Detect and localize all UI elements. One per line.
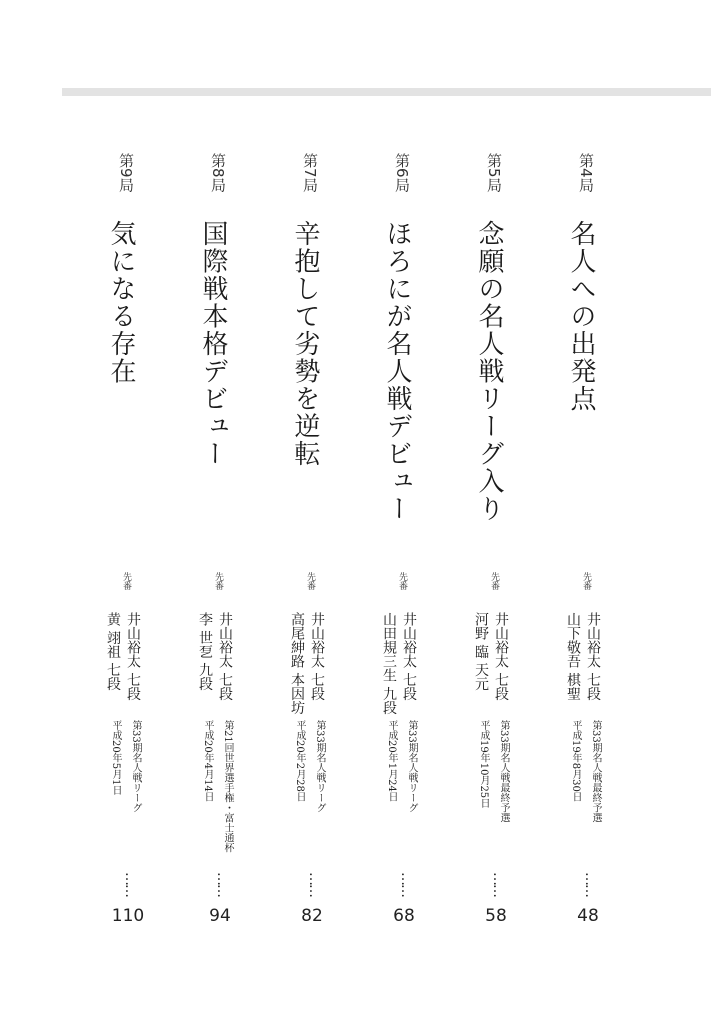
event-name: 第33期名人戦リーグ xyxy=(314,720,325,813)
chapter-title: ほろにが名人戦デビュー xyxy=(382,220,412,523)
player-white: 河野 臨 天元 xyxy=(473,612,489,691)
leader-dots: …… xyxy=(490,872,506,896)
page-number[interactable]: 110 xyxy=(111,906,145,926)
chapter-number: 第8局 xyxy=(209,153,227,193)
game-date: 平成20年1月24日 xyxy=(386,720,397,802)
player-black: 井山裕太 七段 xyxy=(401,612,417,701)
chapter-number: 第6局 xyxy=(393,153,411,193)
player-black: 井山裕太 七段 xyxy=(493,612,509,701)
chapter-number: 第7局 xyxy=(301,153,319,193)
chapter-title: 念願の名人戦リーグ入り xyxy=(474,220,504,523)
player-white: 山下敬吾 棋聖 xyxy=(565,612,581,701)
page-number[interactable]: 48 xyxy=(577,906,599,926)
player-white: 黄 翊祖 七段 xyxy=(105,612,121,691)
first-move-mark: 先番 xyxy=(489,572,499,590)
event-name: 第21回世界選手権・富士通杯 xyxy=(222,720,233,853)
game-date: 平成19年8月30日 xyxy=(570,720,581,802)
chapter-title: 気になる存在 xyxy=(106,220,136,385)
player-black: 井山裕太 七段 xyxy=(125,612,141,701)
page-number[interactable]: 82 xyxy=(301,906,323,926)
chapter-title: 国際戦本格デビュー xyxy=(198,220,228,468)
first-move-mark: 先番 xyxy=(581,572,591,590)
event-name: 第33期名人戦リーグ xyxy=(406,720,417,813)
player-white: 李 世乭 九段 xyxy=(197,612,213,691)
chapter-number: 第4局 xyxy=(577,153,595,193)
leader-dots: …… xyxy=(214,872,230,896)
toc-entry[interactable] xyxy=(381,0,424,1009)
player-black: 井山裕太 七段 xyxy=(309,612,325,701)
toc-entry[interactable] xyxy=(473,0,516,1009)
leader-dots: …… xyxy=(582,872,598,896)
first-move-mark: 先番 xyxy=(305,572,315,590)
first-move-mark: 先番 xyxy=(397,572,407,590)
event-name: 第33期名人戦最終予選 xyxy=(590,720,601,823)
toc-entry[interactable] xyxy=(565,0,608,1009)
player-white: 高尾紳路 本因坊 xyxy=(289,612,305,715)
toc-entry[interactable] xyxy=(105,0,148,1009)
game-date: 平成20年4月14日 xyxy=(202,720,213,802)
toc-entry[interactable] xyxy=(289,0,332,1009)
leader-dots: …… xyxy=(122,872,138,896)
page-number[interactable]: 68 xyxy=(393,906,415,926)
player-black: 井山裕太 七段 xyxy=(217,612,233,701)
chapter-title: 名人への出発点 xyxy=(566,220,596,413)
game-date: 平成20年2月28日 xyxy=(294,720,305,802)
leader-dots: …… xyxy=(398,872,414,896)
page-number[interactable]: 58 xyxy=(485,906,507,926)
event-name: 第33期名人戦リーグ xyxy=(130,720,141,813)
player-white: 山田規三生 九段 xyxy=(381,612,397,715)
chapter-title: 辛抱して劣勢を逆転 xyxy=(290,220,320,468)
leader-dots: …… xyxy=(306,872,322,896)
chapter-number: 第5局 xyxy=(485,153,503,193)
game-date: 平成19年10月25日 xyxy=(478,720,489,809)
player-black: 井山裕太 七段 xyxy=(585,612,601,701)
event-name: 第33期名人戦最終予選 xyxy=(498,720,509,823)
toc-entry[interactable] xyxy=(197,0,240,1009)
first-move-mark: 先番 xyxy=(213,572,223,590)
game-date: 平成20年5月1日 xyxy=(110,720,121,796)
chapter-number: 第9局 xyxy=(117,153,135,193)
page-number[interactable]: 94 xyxy=(209,906,231,926)
first-move-mark: 先番 xyxy=(121,572,131,590)
